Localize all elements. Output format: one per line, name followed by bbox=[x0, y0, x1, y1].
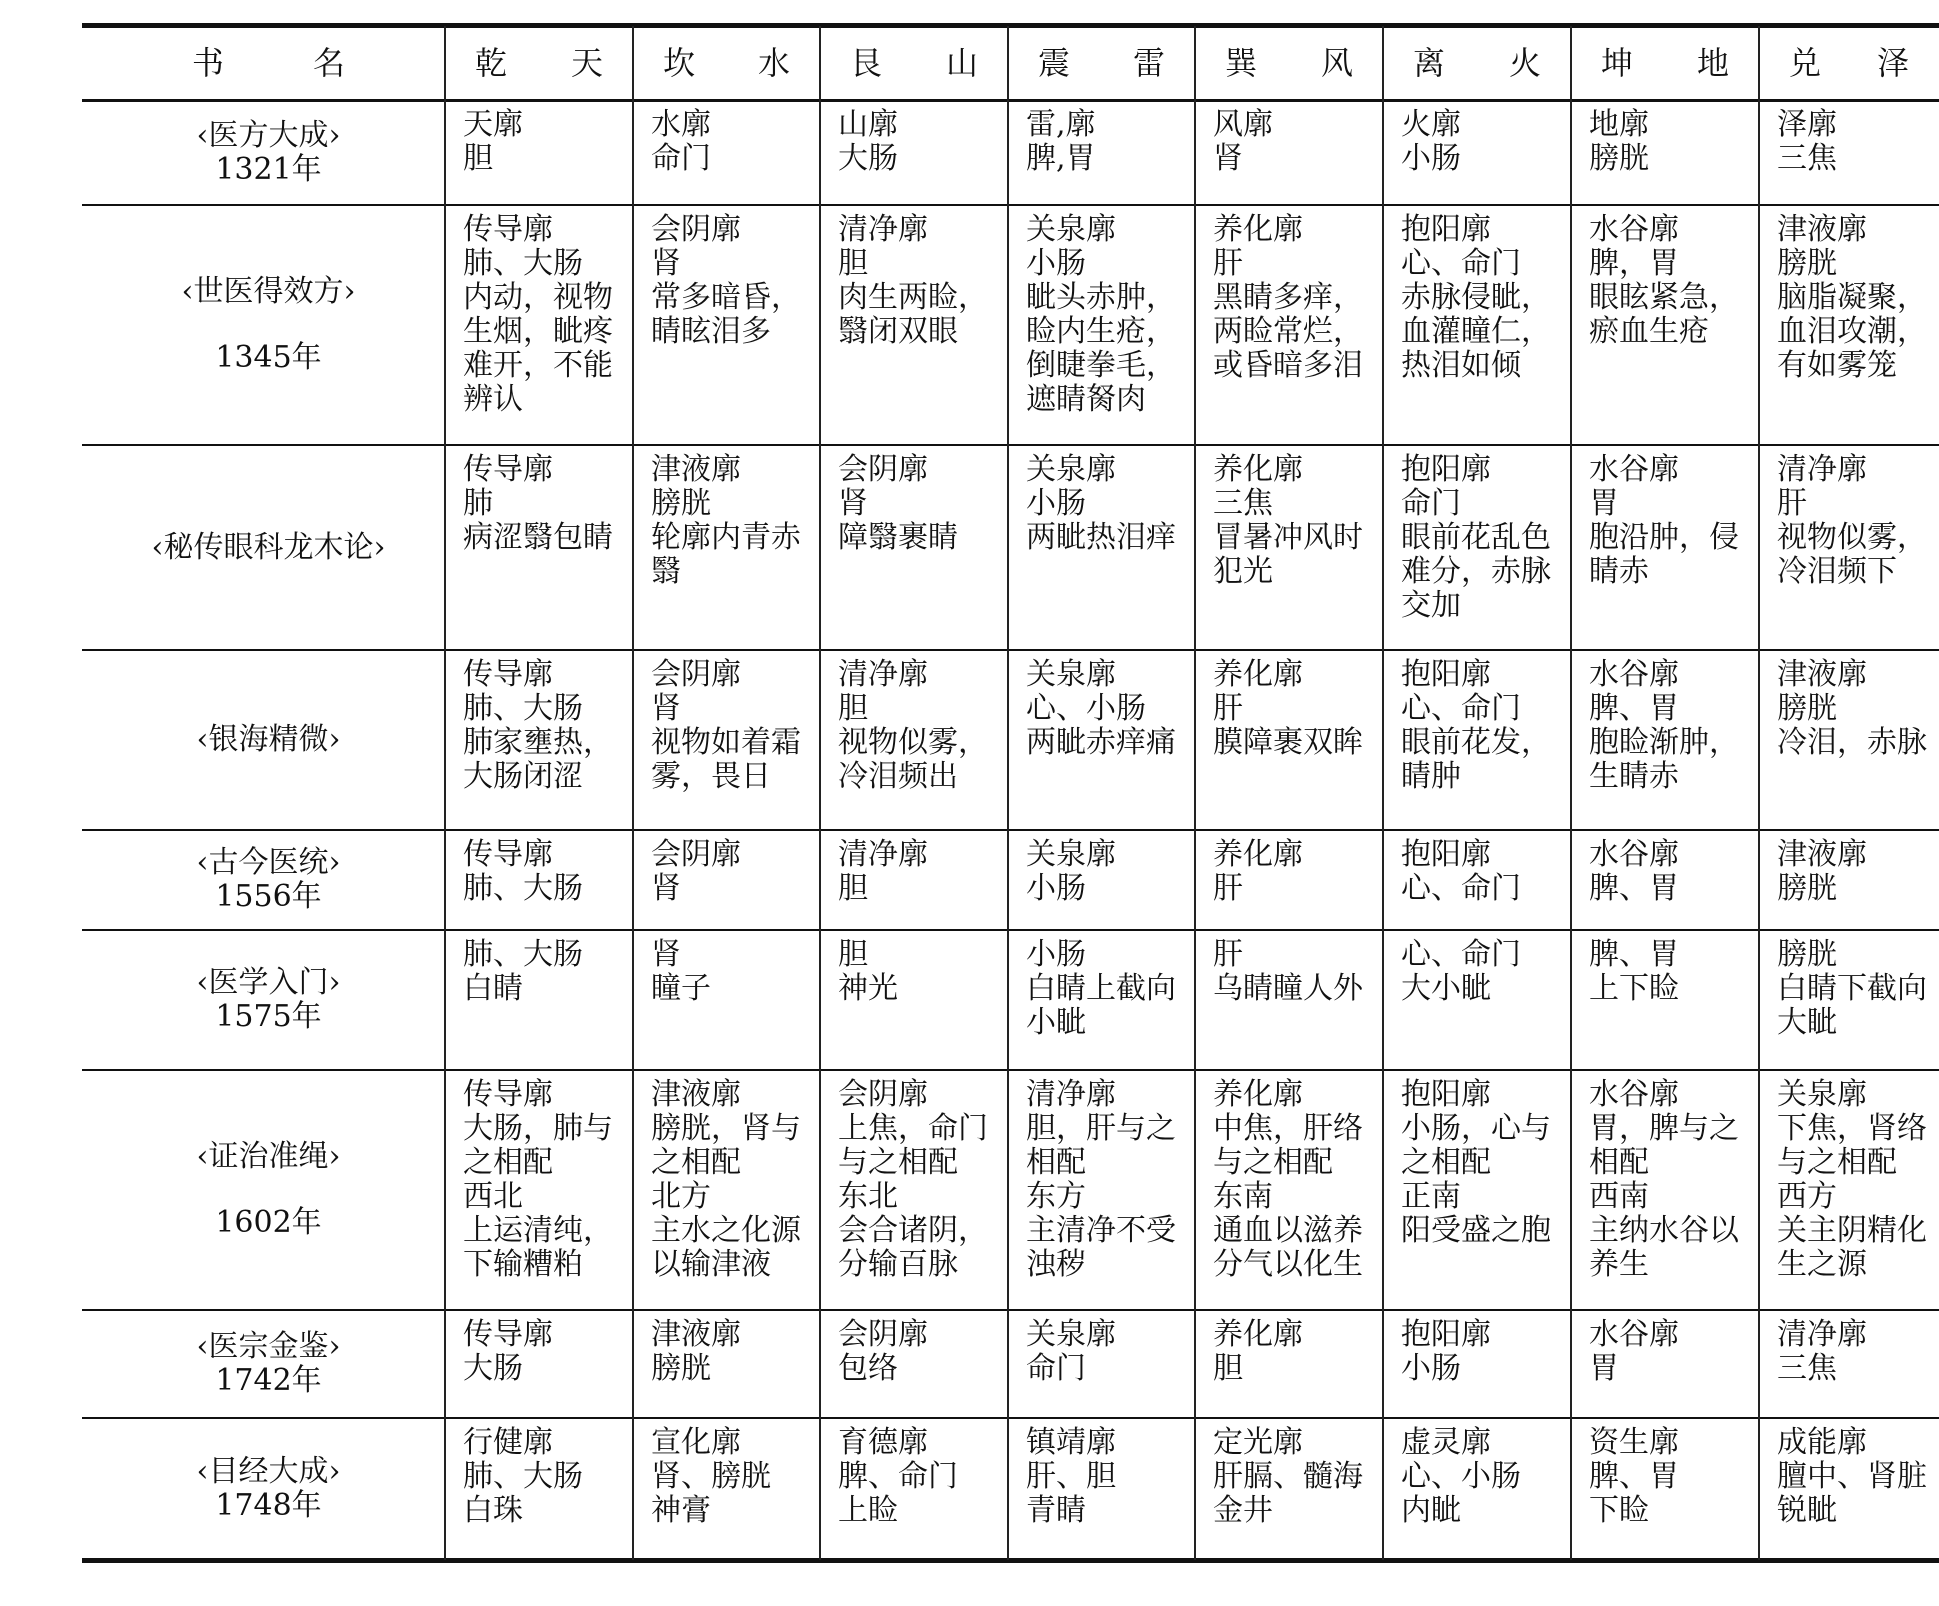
header-book-char: 名 bbox=[312, 44, 345, 82]
header-trigram-char: 乾 bbox=[475, 44, 508, 82]
header-trigram-char: 坎 bbox=[663, 44, 696, 82]
wheel-cell: 会阴廓 肾 障翳裹睛 bbox=[838, 452, 958, 555]
wheel-cell: 会阴廓 肾 视物如着霜 雾，畏日 bbox=[651, 657, 801, 794]
book-cell bbox=[92, 205, 445, 445]
book-cell bbox=[92, 445, 445, 650]
wheel-cell: 成能廓 膻中、肾脏 锐眦 bbox=[1777, 1425, 1927, 1528]
wheel-cell: 养化廓 三焦 冒暑冲风时 犯光 bbox=[1213, 452, 1363, 589]
wheel-cell: 清净廓 胆 肉生两睑， 翳闭双眼 bbox=[838, 212, 988, 349]
wheel-cell: 养化廓 胆 bbox=[1213, 1317, 1303, 1386]
wheel-cell: 养化廓 中焦，肝络 与之相配 东南 通血以滋养 分气以化生 bbox=[1213, 1077, 1363, 1282]
wheel-cell: 水谷廓 脾、胃 胞睑渐肿， 生睛赤 bbox=[1589, 657, 1739, 794]
wheel-cell: 传导廓 大肠，肺与 之相配 西北 上运清纯， 下输糟粕 bbox=[463, 1077, 613, 1282]
wheel-cell: 膀胱 白睛下截向 大眦 bbox=[1777, 937, 1927, 1040]
book-year: 1345年 bbox=[215, 340, 322, 375]
wheel-cell: 抱阳廓 心、命门 眼前花发， 睛肿 bbox=[1401, 657, 1551, 794]
wheel-cell: 津液廓 膀胱 冷泪，赤脉 bbox=[1777, 657, 1927, 760]
header-trigram-1 bbox=[633, 26, 820, 100]
wheel-cell: 清净廓 三焦 bbox=[1777, 1317, 1867, 1386]
wheel-cell: 关泉廓 小肠 两眦热泪痒 bbox=[1026, 452, 1176, 555]
book-cell bbox=[92, 930, 445, 1070]
book-year: 1575年 bbox=[215, 999, 322, 1034]
header-trigram-char: 离 bbox=[1413, 44, 1446, 82]
wheel-cell: 水谷廓 胃 bbox=[1589, 1317, 1679, 1386]
wheel-cell: 脾、胃 上下睑 bbox=[1589, 937, 1679, 1006]
wheel-cell: 心、命门 大小眦 bbox=[1401, 937, 1521, 1006]
wheel-cell: 养化廓 肝 黑睛多痒， 两睑常烂， 或昏暗多泪 bbox=[1213, 212, 1363, 383]
book-cell bbox=[92, 1070, 445, 1310]
header-trigram-char: 水 bbox=[757, 44, 790, 82]
book-cell bbox=[92, 650, 445, 830]
wheel-cell: 育德廓 脾、命门 上睑 bbox=[838, 1425, 958, 1528]
wheel-cell: 水廓 命门 bbox=[651, 107, 711, 176]
wheel-cell: 传导廓 大肠 bbox=[463, 1317, 553, 1386]
wheel-cell: 津液廓 膀胱 脑脂凝聚， 血泪攻潮， 有如雾笼 bbox=[1777, 212, 1927, 383]
header-book-name bbox=[92, 26, 445, 100]
header-trigram-char: 坤 bbox=[1601, 44, 1634, 82]
wheel-cell: 津液廓 膀胱 轮廓内青赤 翳 bbox=[651, 452, 801, 589]
wheel-cell: 水谷廓 脾，胃 眼眩紧急， 瘀血生疮 bbox=[1589, 212, 1739, 349]
header-trigram-char: 地 bbox=[1696, 44, 1729, 82]
wheel-cell: 清净廓 肝 视物似雾， 冷泪频下 bbox=[1777, 452, 1927, 589]
wheel-cell: 会阴廓 肾 常多暗昏， 睛眩泪多 bbox=[651, 212, 801, 349]
wheel-cell: 津液廓 膀胱，肾与 之相配 北方 主水之化源 以输津液 bbox=[651, 1077, 801, 1282]
book-cell bbox=[92, 1418, 445, 1560]
wheel-cell: 传导廓 肺、大肠 肺家壅热， 大肠闭涩 bbox=[463, 657, 613, 794]
wheel-cell: 津液廓 膀胱 bbox=[651, 1317, 741, 1386]
wheel-cell: 会阴廓 上焦，命门 与之相配 东北 会合诸阴， 分输百脉 bbox=[838, 1077, 988, 1282]
book-year: 1602年 bbox=[215, 1205, 322, 1240]
book-year: 1742年 bbox=[215, 1363, 322, 1398]
wheel-cell: 抱阳廓 心、命门 赤脉侵眦， 血灌瞳仁， 热泪如倾 bbox=[1401, 212, 1551, 383]
book-year: 1748年 bbox=[215, 1488, 322, 1523]
header-trigram-2 bbox=[820, 26, 1008, 100]
book-cell bbox=[92, 100, 445, 205]
book-title: ‹银海精微› bbox=[196, 722, 341, 757]
wheel-cell: 胆 神光 bbox=[838, 937, 898, 1006]
wheel-cell: 养化廓 肝 膜障裹双眸 bbox=[1213, 657, 1363, 760]
wheel-cell: 肺、大肠 白睛 bbox=[463, 937, 583, 1006]
wheel-cell: 传导廓 肺、大肠 bbox=[463, 837, 583, 906]
wheel-cell: 清净廓 胆 视物似雾， 冷泪频出 bbox=[838, 657, 988, 794]
wheel-cell: 火廓 小肠 bbox=[1401, 107, 1461, 176]
header-trigram-5 bbox=[1383, 26, 1571, 100]
wheel-cell: 会阴廓 肾 bbox=[651, 837, 741, 906]
book-title: ‹医宗金鉴› bbox=[196, 1329, 341, 1364]
wheel-cell: 小肠 白睛上截向 小眦 bbox=[1026, 937, 1176, 1040]
wheel-cell: 水谷廓 胃 胞沿肿，侵 睛赤 bbox=[1589, 452, 1739, 589]
header-trigram-0 bbox=[445, 26, 633, 100]
book-cell bbox=[92, 1310, 445, 1418]
wheel-cell: 水谷廓 胃，脾与之 相配 西南 主纳水谷以 养生 bbox=[1589, 1077, 1739, 1282]
header-trigram-3 bbox=[1008, 26, 1195, 100]
book-year: 1321年 bbox=[215, 151, 322, 187]
header-trigram-7 bbox=[1759, 26, 1939, 100]
book-title: ‹医学入门› bbox=[196, 965, 341, 1000]
wheel-cell: 虚灵廓 心、小肠 内眦 bbox=[1401, 1425, 1521, 1528]
wheel-cell: 传导廓 肺 病涩翳包睛 bbox=[463, 452, 613, 555]
header-trigram-char: 火 bbox=[1508, 44, 1541, 82]
book-title: ‹证治准绳› bbox=[196, 1139, 341, 1174]
book-title: ‹医方大成› bbox=[196, 117, 341, 153]
wheel-cell: 天廓 胆 bbox=[463, 107, 523, 176]
wheel-cell: 肝 乌睛瞳人外 bbox=[1213, 937, 1363, 1006]
wheel-cell: 传导廓 肺、大肠 内动，视物 生烟，眦疼 难开，不能 辨认 bbox=[463, 212, 613, 417]
header-trigram-4 bbox=[1195, 26, 1383, 100]
wheel-cell: 清净廓 胆，肝与之 相配 东方 主清净不受 浊秽 bbox=[1026, 1077, 1176, 1282]
header-book-char: 书 bbox=[192, 44, 225, 82]
book-title: ‹世医得效方› bbox=[181, 274, 356, 309]
wheel-cell: 清净廓 胆 bbox=[838, 837, 928, 906]
header-trigram-char: 山 bbox=[945, 44, 978, 82]
wheel-cell: 雷,廓 脾,胃 bbox=[1026, 107, 1096, 176]
wheel-cell: 定光廓 肝膈、髓海 金井 bbox=[1213, 1425, 1363, 1528]
wheel-cell: 抱阳廓 小肠 bbox=[1401, 1317, 1491, 1386]
header-trigram-char: 震 bbox=[1038, 44, 1071, 82]
wheel-cell: 会阴廓 包络 bbox=[838, 1317, 928, 1386]
header-trigram-char: 泽 bbox=[1876, 44, 1909, 82]
wheel-cell: 山廓 大肠 bbox=[838, 107, 898, 176]
wheel-cell: 肾 瞳子 bbox=[651, 937, 711, 1006]
wheel-cell: 地廓 膀胱 bbox=[1589, 107, 1649, 176]
wheel-cell: 抱阳廓 命门 眼前花乱色 难分，赤脉 交加 bbox=[1401, 452, 1551, 623]
book-title: ‹古今医统› bbox=[196, 845, 341, 880]
wheel-cell: 抱阳廓 小肠，心与 之相配 正南 阳受盛之胞 bbox=[1401, 1077, 1551, 1248]
wheel-cell: 行健廓 肺、大肠 白珠 bbox=[463, 1425, 583, 1528]
wheel-cell: 关泉廓 小肠 眦头赤肿， 睑内生疮， 倒睫拳毛， 遮睛胬肉 bbox=[1026, 212, 1176, 417]
header-trigram-char: 艮 bbox=[850, 44, 883, 82]
wheel-cell: 宣化廓 肾、膀胱 神膏 bbox=[651, 1425, 771, 1528]
book-year: 1556年 bbox=[215, 879, 322, 914]
wheel-cell: 关泉廓 小肠 bbox=[1026, 837, 1116, 906]
header-trigram-6 bbox=[1571, 26, 1759, 100]
header-trigram-char: 巽 bbox=[1225, 44, 1258, 82]
header-trigram-char: 天 bbox=[570, 44, 603, 82]
wheel-cell: 关泉廓 命门 bbox=[1026, 1317, 1116, 1386]
wheel-cell: 关泉廓 心、小肠 两眦赤痒痛 bbox=[1026, 657, 1176, 760]
wheel-cell: 风廓 肾 bbox=[1213, 107, 1273, 176]
book-title: ‹目经大成› bbox=[196, 1454, 341, 1489]
book-title: ‹秘传眼科龙木论› bbox=[151, 529, 386, 565]
header-trigram-char: 兑 bbox=[1789, 44, 1822, 82]
wheel-cell: 水谷廓 脾、胃 bbox=[1589, 837, 1679, 906]
book-cell bbox=[92, 830, 445, 930]
wheel-cell: 津液廓 膀胱 bbox=[1777, 837, 1867, 906]
wheel-cell: 镇靖廓 肝、胆 青睛 bbox=[1026, 1425, 1116, 1528]
wheel-cell: 关泉廓 下焦，肾络 与之相配 西方 关主阴精化 生之源 bbox=[1777, 1077, 1927, 1282]
header-trigram-char: 雷 bbox=[1132, 44, 1165, 82]
wheel-cell: 泽廓 三焦 bbox=[1777, 107, 1837, 176]
wheel-cell: 抱阳廓 心、命门 bbox=[1401, 837, 1521, 906]
header-trigram-char: 风 bbox=[1320, 44, 1353, 82]
wheel-cell: 养化廓 肝 bbox=[1213, 837, 1303, 906]
wheel-cell: 资生廓 脾、胃 下睑 bbox=[1589, 1425, 1679, 1528]
